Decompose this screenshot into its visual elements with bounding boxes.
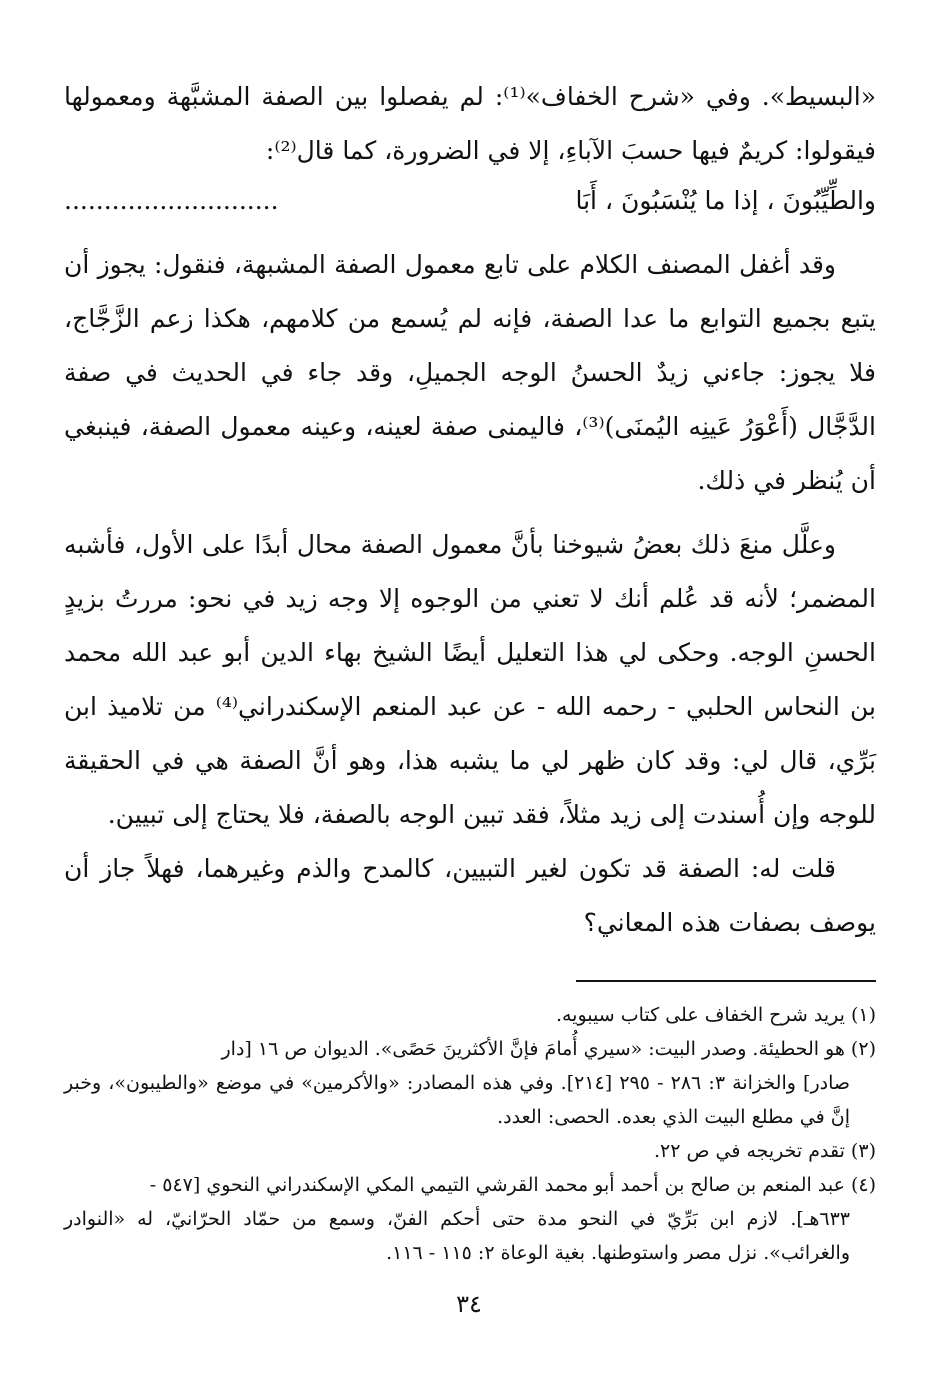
footnote-4-continuation: ٦٣٣هـ]. لازم ابن بَرِّيّ في النحو مدة حتى أحكم الفنّ، وسمع من حمّاد الحرّانيّ، له «النوادر والغرائب». نزل مصر واستوطنها. بغية الوعاة ٢: ١١٥ - ١١٦. <box>64 1208 850 1264</box>
footnote-2-first-line: (٢) هو الحطيئة. وصدر البيت: «سيري أُمامَ فإنَّ الأكثرينَ حَصًى». الديوان ص ١٦ [دار <box>221 1038 876 1060</box>
footnote-3: (٣) تقدم تخريجه في ص ٢٢. <box>653 1140 876 1162</box>
paragraph-4: قلت له: الصفة قد تكون لغير التبيين، كالمدح والذم وغيرهما، فهلاً جاز أن يوصف بصفات هذه المعاني؟ <box>64 854 876 937</box>
verse-ellipsis: ........................... <box>64 186 279 215</box>
footnote-4-first-line: (٤) عبد المنعم بن صالح بن أحمد أبو محمد القرشي التيمي المكي الإسكندراني النحوي [٥٤٧ - <box>149 1174 876 1196</box>
verse-hemistich: والطِّيِّبُونَ ، إذا ما يُنْسَبُونَ ، أَبَا <box>575 186 876 215</box>
page-number: ٣٤ <box>456 1290 482 1318</box>
poetry-verse <box>64 178 876 224</box>
footnote-2-continuation: صادر] والخزانة ٣: ٢٨٦ - ٢٩٥ [٢١٤]. وفي هذه المصادر: «والأكرمين» في موضع «والطيبون»، وخبر إنَّ في مطلع البيت الذي بعده. الحصى: العدد. <box>64 1072 851 1128</box>
page-content <box>64 70 876 1270</box>
paragraph-1: «البسيط». وفي «شرح الخفاف»⁽¹⁾: لم يفصلوا بين الصفة المشبَّهة ومعمولها فيقولوا: كريمٌ فيها حسبَ الآباءِ، إلا في الضرورة، كما قال⁽²⁾: <box>64 82 877 165</box>
footnote-2 <box>64 1032 876 1134</box>
footnote-divider <box>576 980 876 982</box>
paragraph-3: وعلَّل منعَ ذلك بعضُ شيوخنا بأنَّ معمول الصفة محال أبدًا على الأول، فأشبه المضمر؛ لأنه قد عُلم أنك لا تعني من الوجوه إلا وجه زيد في نحو: مررتُ بزيدٍ الحسنِ الوجه. وحكى لي هذا التعليل أيضًا الشيخ بهاء الدين أبو عبد الله محمد بن النحاس الحلبي - رحمه الله - عن عبد المنعم الإسكندراني⁽⁴⁾ من تلاميذ ابن بَرِّي، قال لي: وقد كان ظهر لي ما يشبه هذا، وهو أنَّ الصفة هي في الحقيقة للوجه وإن أُسندت إلى زيد مثلاً، فقد تبين الوجه بالصفة، فلا يحتاج إلى تبيين. <box>64 530 876 829</box>
footnote-1: (١) يريد شرح الخفاف على كتاب سيبويه. <box>555 1004 876 1026</box>
footnote-4 <box>64 1168 876 1270</box>
paragraph-2: وقد أغفل المصنف الكلام على تابع معمول الصفة المشبهة، فنقول: يجوز أن يتبع بجميع التوابع ما عدا الصفة، فإنه لم يُسمع من كلامهم، هكذا زعم الزَّجَّاج، فلا يجوز: جاءني زيدٌ الحسنُ الوجه الجميلِ، وقد جاء في الحديث في صفة الدَّجَّال (أَعْوَرُ عَينِه اليُمنَى)⁽³⁾، فاليمنى صفة لعينه، وعينه معمول الصفة، فينبغي أن يُنظر في ذلك. <box>64 250 877 495</box>
